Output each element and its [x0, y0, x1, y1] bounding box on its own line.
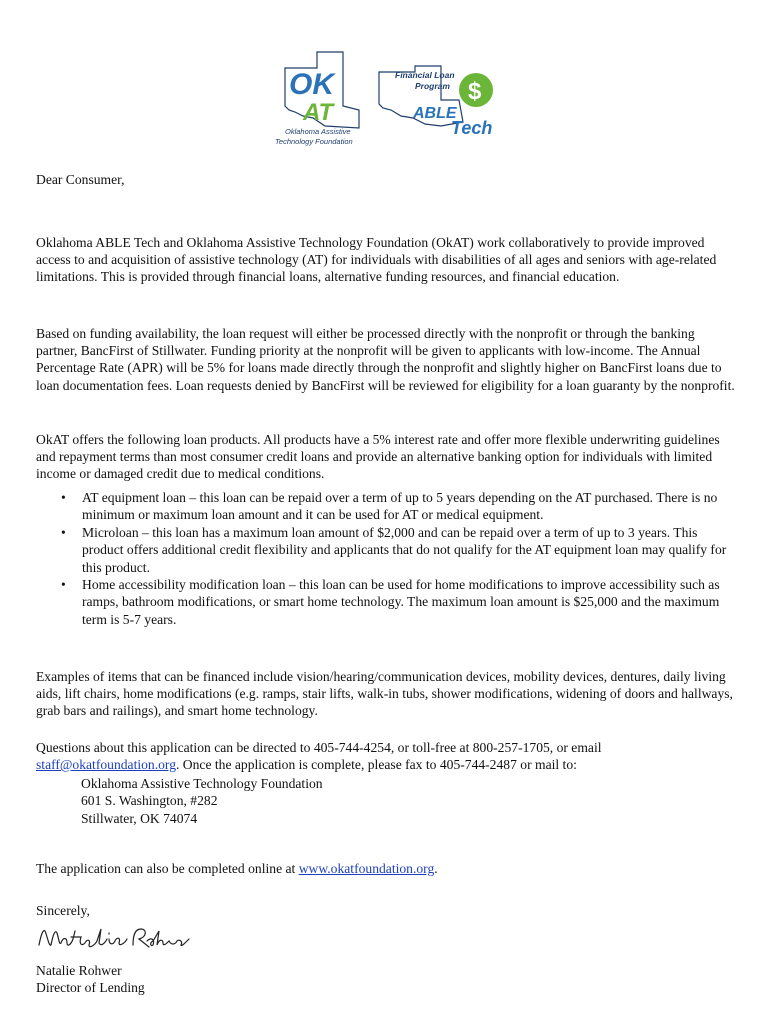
contact-text: Questions about this application can be directed to 405-744-4254, or toll-free at 800-257-1705, or email: [36, 739, 602, 755]
logo-graphic: [255, 46, 505, 154]
website-link[interactable]: www.okatfoundation.org: [298, 860, 435, 876]
signer-title: Director of Lending: [36, 980, 145, 996]
list-item-text: Microloan – this loan has a maximum loan amount of $2,000 and can be repaid over a term of up to 3 years. This product offers additional credit flexibility and applicants that do not qualify for the AT equipment loan may qualify for this product.: [82, 524, 727, 575]
list-item: [36, 524, 736, 576]
address-line: Oklahoma Assistive Technology Foundation: [81, 776, 323, 791]
online-text: The application can also be completed online at: [36, 860, 299, 876]
bullet-icon: •: [61, 490, 66, 505]
list-item-text: AT equipment loan – this loan can be repaid over a term of up to 5 years depending on the AT purchased. There is no minimum or maximum loan amount and it can be used for AT or medical equipment.: [82, 490, 718, 523]
bullet-icon: •: [61, 577, 66, 593]
logo-okat-caption-2: Technology Foundation: [275, 137, 353, 146]
list-item: [36, 489, 736, 524]
dollar-sign: $: [468, 78, 482, 105]
logo-ok-text: OK: [289, 68, 334, 101]
address-line: Stillwater, OK 74074: [81, 810, 198, 826]
logo-loan-line-2: Program: [415, 81, 450, 91]
okat-able-tech-logo: [255, 46, 505, 154]
logo-okat-caption-1: Oklahoma Assistive: [285, 127, 351, 136]
signer-block: [36, 962, 145, 997]
list-item-text: Home accessibility modification loan – this loan can be used for home modifications to improve accessibility such as ramps, bathroom modifications, or smart home technology. The maximum loan amount is $25,000 and the maximum term is 5-7 years.: [82, 577, 720, 627]
signer-name: Natalie Rohwer: [36, 963, 122, 978]
logo-tech-text: Tech: [451, 118, 493, 138]
paragraph-contact: [36, 739, 736, 774]
salutation: Dear Consumer,: [36, 172, 125, 187]
paragraph-funding: Based on funding availability, the loan request will either be processed directly with the nonprofit or through the banking partner, BancFirst of Stillwater. Funding priority at the nonprofit will be given to applicants with low-income. The Annual Percentage Rate (APR) will be 5% for loans made directly through the nonprofit and slightly higher on BancFirst loans due to loan documentation fees. Loan requests denied by BancFirst will be reviewed for eligibility for a loan guaranty by the nonprofit.: [36, 325, 735, 393]
address-line: 601 S. Washington, #282: [81, 793, 218, 809]
closing: Sincerely,: [36, 903, 90, 918]
email-link[interactable]: staff@okatfoundation.org: [36, 757, 176, 772]
mailing-address: [81, 775, 323, 827]
paragraph-examples: Examples of items that can be financed include vision/hearing/communication devices, mobility devices, dentures, daily living aids, lift chairs, home modifications (e.g. ramps, stair lifts, walk-in tubs, shower modifications, widening of doors and hallways, grab bars and railings), and smart home technology.: [36, 668, 733, 719]
logo-at-text: AT: [303, 99, 334, 126]
bullet-icon: •: [61, 524, 66, 540]
online-text-after: .: [434, 860, 438, 876]
list-item: [36, 576, 736, 628]
handwritten-signature: [35, 921, 191, 957]
paragraph-loan-products: OkAT offers the following loan products. All products have a 5% interest rate and offer more flexible underwriting guidelines and repayment terms than most consumer credit loans and provide an alternative banking option for individuals with limited income or damaged credit due to medical conditions.: [36, 431, 720, 482]
paragraph-online: [36, 860, 736, 877]
logo-able-text: ABLE: [413, 105, 457, 122]
paragraph-intro: Oklahoma ABLE Tech and Oklahoma Assistive Technology Foundation (OkAT) work collaboratively to provide improved access to and acquisition of assistive technology (AT) for individuals with disabilities of all ages and seniors with age-related limitations. This is provided through financial loans, alternative funding resources, and financial education.: [36, 234, 717, 285]
contact-text-after: . Once the application is complete, please fax to 405-744-2487 or mail to:: [176, 757, 577, 772]
logo-loan-line-1: Financial Loan: [395, 70, 455, 80]
loan-products-list: [36, 489, 736, 628]
